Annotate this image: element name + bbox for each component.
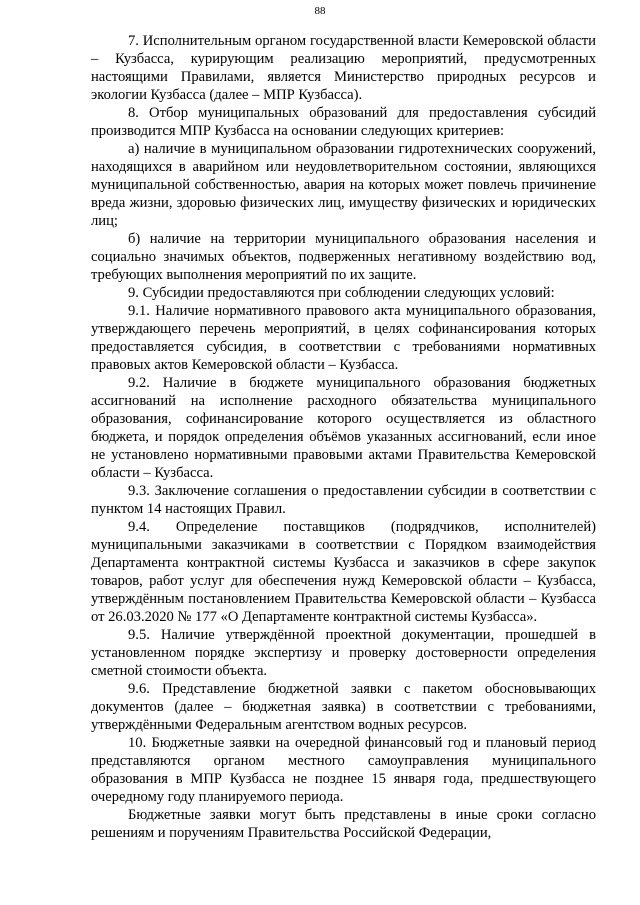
- paragraph-9-5: 9.5. Наличие утверждённой проектной документации, прошедшей в установленном порядке экспертизу и проверку достоверности определения сметной стоимости объекта.: [91, 627, 596, 679]
- paragraph-9-2: 9.2. Наличие в бюджете муниципального образования бюджетных ассигнований на исполнение расходного обязательства муниципального образования, софинансирование которого осуществляется из областного бюджета, и порядок определения объёмов указанных ассигнований, если иное не установлено нормативными правовыми актами Правительства Кемеровской области – Кузбасса.: [91, 375, 596, 481]
- paragraph-9-6: 9.6. Представление бюджетной заявки с пакетом обосновывающих документов (далее – бюджетная заявка) в соответствии с требованиями, утверждёнными Федеральным агентством водных ресурсов.: [91, 681, 596, 733]
- paragraph-10: 10. Бюджетные заявки на очередной финансовый год и плановый период представляются органом местного самоуправления муниципального образования в МПР Кузбасса не позднее 15 января года, предшествующего очередному году планируемого периода.: [91, 735, 596, 805]
- page-number: 88: [314, 5, 326, 17]
- paragraph-7: 7. Исполнительным органом государственной власти Кемеровской области – Кузбасса, курирующим реализацию мероприятий, предусмотренных настоящими Правилами, является Министерство природных ресурсов и экологии Кузбасса (далее – МПР Кузбасса).: [91, 33, 596, 103]
- paragraph-8: 8. Отбор муниципальных образований для предоставления субсидий производится МПР Кузбасса на основании следующих критериев:: [91, 105, 596, 139]
- paragraph-9-1: 9.1. Наличие нормативного правового акта муниципального образования, утверждающего перечень мероприятий, в целях софинансирования которых предоставляется субсидия, в соответствии с требованиями нормативных правовых актов Кемеровской области – Кузбасса.: [91, 303, 596, 373]
- paragraph-8-criterion-a: а) наличие в муниципальном образовании гидротехнических сооружений, находящихся в аварийном или неудовлетворительном состоянии, являющихся муниципальной собственностью, авария на которых может повлечь причинение вреда жизни, здоровью физических лиц, имуществу физических и юридических лиц;: [91, 141, 596, 229]
- paragraph-9: 9. Субсидии предоставляются при соблюдении следующих условий:: [128, 285, 555, 301]
- document-body: [91, 32, 596, 842]
- paragraph-8-criterion-b: б) наличие на территории муниципального образования населения и социально значимых объектов, подверженных негативному воздействию вод, требующих выполнения мероприятий по их защите.: [91, 231, 596, 283]
- paragraph-10-continued: Бюджетные заявки могут быть представлены в иные сроки согласно решениям и поручениям Правительства Российской Федерации,: [91, 807, 596, 841]
- paragraph-9-4: 9.4. Определение поставщиков (подрядчиков, исполнителей) муниципальными заказчиками в соответствии с Порядком взаимодействия Департамента контрактной системы Кузбасса и заказчиков в сфере закупок товаров, работ услуг для обеспечения нужд Кемеровской области – Кузбасса, утверждённым постановлением Правительства Кемеровской области – Кузбасса от 26.03.2020 № 177 «О Департаменте контрактной системы Кузбасса».: [91, 519, 596, 625]
- paragraph-9-3: 9.3. Заключение соглашения о предоставлении субсидии в соответствии с пунктом 14 настоящих Правил.: [91, 483, 596, 517]
